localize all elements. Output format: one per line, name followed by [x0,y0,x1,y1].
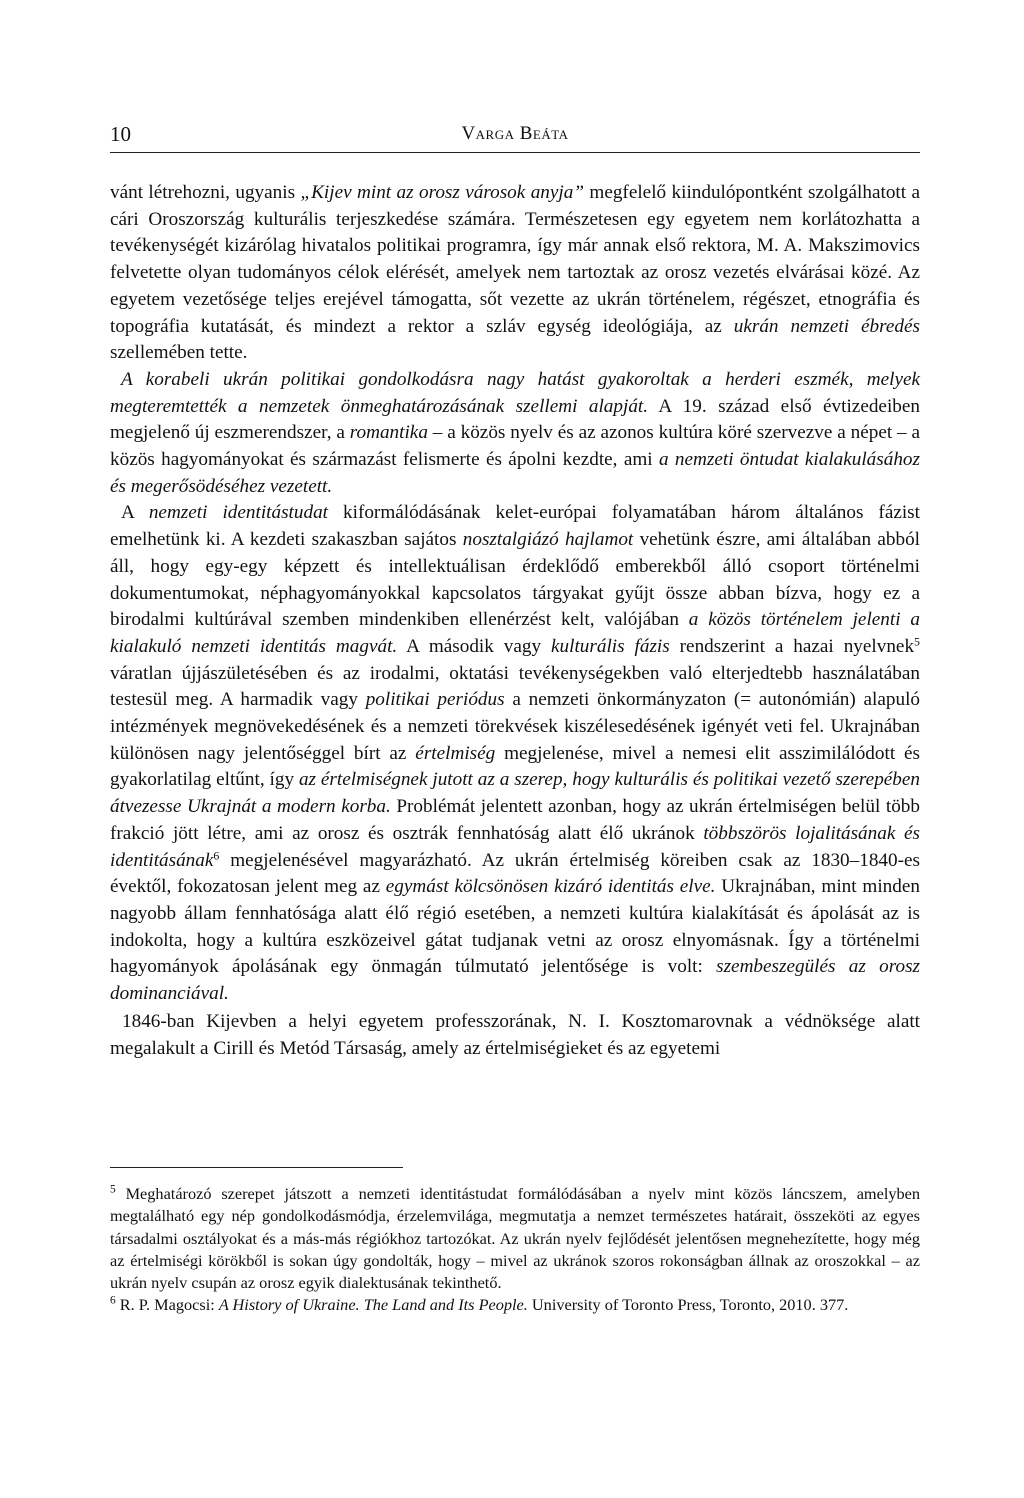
header-rule [110,152,920,153]
paragraph-2: A korabeli ukrán politikai gondolkodásra nagy hatást gyakoroltak a herderi eszmék, melyek megteremtették a nemzetek önmeghatározásának szellemi alapját. A 19. század első évtizedeiben megjelenő új eszmerendszer, a romantika – a közös nyelv és az azonos kultúra köré szervezve a népet – a közös hagyományokat és származást felismerte és ápolni kezdte, ami a nemzeti öntudat kialakulásához és megerősödéséhez vezetett. [110,368,920,497]
paragraph-3: A nemzeti identitástudat kiformálódásának kelet-európai folyamatában három általános fázist emelhetünk ki. A kezdeti szakaszban sajátos nosztalgiázó hajlamot vehetünk észre, ami általában abból áll, hogy egy-egy képzett és intellektuálisan érdeklődő emberekből álló csoport történelmi dokumentumokat, néphagyományokkal kapcsolatos tárgyakat gyűjt össze abban bízva, hogy ez a birodalmi kultúrával szemben mindenkiben ellenérzést kelt, valójában a közös történelem jelenti a kialakuló nemzeti identitás magvát. A második vagy kulturális fázis rendszerint a hazai nyelvnek$^5$ váratlan újjászületésében és az irodalmi, oktatási tevékenységekben való elterjedtebb használatában testesül meg. A harmadik vagy politikai periódus a nemzeti önkormányzaton (= autonómián) alapuló intézmények megnövekedésének és a nemzeti törekvések kiszélesedésének igényét veti fel. Ukrajnában különösen nagy jelentőséggel bírt az értelmiség megjelenése, mivel a nemesi elit asszimilálódott és gyakorlatilag eltűnt, így az értelmiségnek jutott az a szerep, hogy kulturális és politikai vezető szerepében átvezesse Ukrajnát a modern korba. Problémát jelentett azonban, hogy az ukrán értelmiségen belül több frakció jött létre, ami az orosz és osztrák fennhatóság alatt élő ukránok többszörös lojalitásának és identitásának$^6$ megjelenésével magyarázható. Az ukrán értelmiség köreiben csak az 1830–1840-es évektől, fokozatosan jelent meg az egymást kölcsönösen kizáró identitás elve. Ukrajnában, mint minden nagyobb állam fennhatósága alatt élő régió esetében, a nemzeti kultúra kialakítását és ápolását az is indokolta, hogy a kultúra eszközeivel gátat tudjanak vetni az orosz elnyomásnak. Így a történelmi hagyományok ápolásának egy önmagán túlmutató jelentősége is volt: szembeszegülés az orosz dominanciával. [110,502,921,1005]
footnotes [110,1183,920,1317]
footnote-6: $^6$ R. P. Magocsi: A History of Ukraine. The Land and Its People. University of Toronto Press, Toronto, 2010. 377. [110,1295,849,1315]
main-text [110,180,920,1062]
paragraph-1: vánt létrehozni, ugyanis „Kijev mint az orosz városok anyja” megfelelő kiindulópontként szolgálhatott a cári Oroszország kulturális terjeszkedése számára. Természetesen egy egyetem nem korlátozhatta a tevékenységét kizárólag hivatalos politikai programra, így már annak első rektora, M. A. Makszimovics felvetette olyan tudományos célok elérését, amelyek nem tartoztak az orosz vezetés elvárásai közé. Az egyetem vezetősége teljes erejével támogatta, sőt vezette az ukrán történelem, régészet, etnográfia és topográfia kutatását, és mindezt a rektor a szláv egység ideológiája, az ukrán nemzeti ébredés szellemében tette. [110,182,920,364]
footnote-5: $^5$ Meghatározó szerepet játszott a nemzeti identitástudat formálódásában a nyelv mint közös láncszem, amelyben megtalálható egy nép gondolkodásmódja, érzelemvilága, megmutatja a nemzet természetes határait, összeköti az egyes társadalmi osztályokat és a más-más régiókhoz tartozókat. Az ukrán nyelv fejlődését jelentősen megnehezítette, hogy még az értelmiségi körökből is sokan úgy gondolták, hogy – mivel az ukránok szoros rokonságban állnak az oroszokkal – az ukrán nyelv csupán az orosz egyik dialektusának tekinthető. [110,1183,920,1293]
page-number: 10 [110,122,131,146]
footnote-rule [110,1167,403,1168]
page-header [110,121,920,153]
footnote-ref-6[interactable]: 6 [213,848,220,863]
footnote-ref-5[interactable]: 5 [914,634,920,649]
running-title: Varga Beáta [461,123,569,144]
paragraph-4: 1846-ban Kijevben a helyi egyetem professzorának, N. I. Kosztomarovnak a védnöksége alatt megalakult a Cirill és Metód Társaság, amely az értelmiségieket és az egyetemi [110,1010,920,1059]
